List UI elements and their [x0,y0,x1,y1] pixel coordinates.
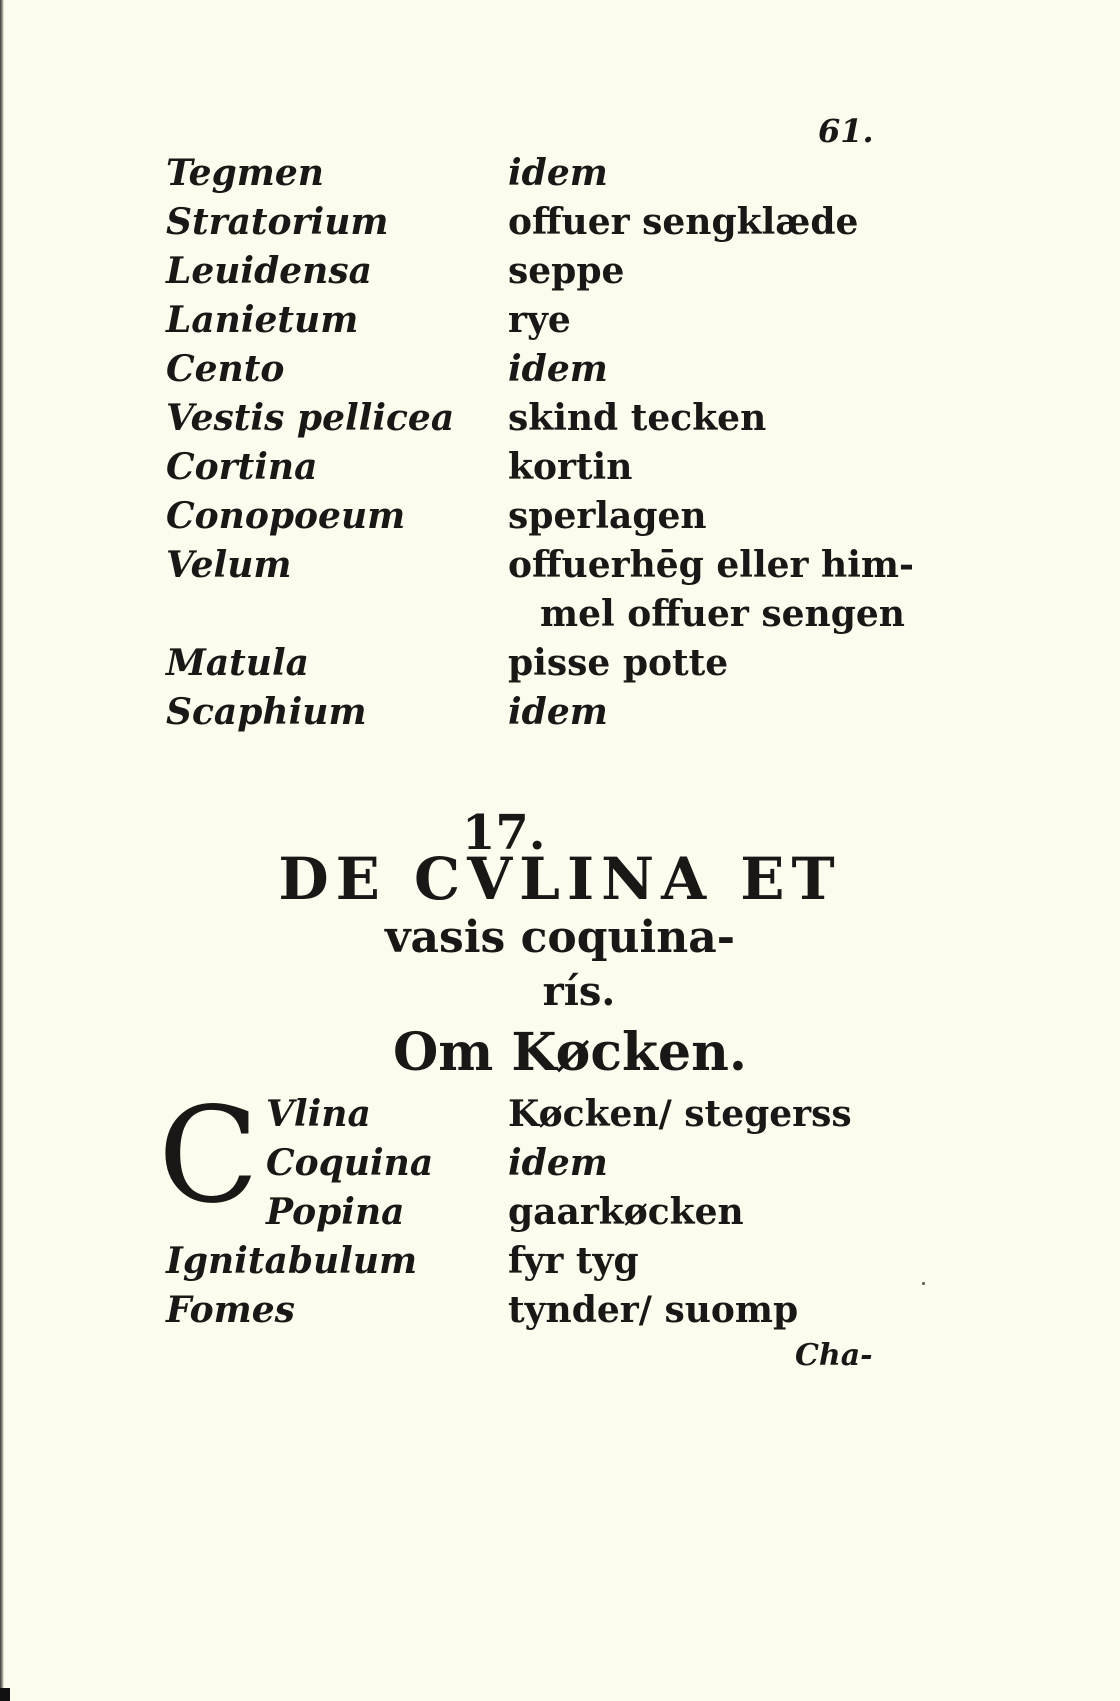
vernacular-translation: mel offuer sengen [540,593,905,635]
glossary-row [0,152,1120,201]
glossary-row [0,397,1120,446]
latin-term: Stratorium [166,201,389,243]
glossary-row [0,544,1120,593]
latin-term: Lanietum [166,299,359,341]
chapter-number: 17. [462,805,546,861]
vernacular-translation: rye [508,299,571,341]
vernacular-translation: offuerhēg eller him- [508,544,914,586]
latin-term: Conopoeum [166,495,406,537]
latin-term: Matula [166,642,309,684]
glossary-row [0,1142,1120,1191]
glossary-row [0,691,1120,740]
vernacular-translation: gaarkøcken [508,1191,744,1233]
vernacular-translation: sperlagen [508,495,707,537]
glossary-row [0,593,1120,642]
latin-term: Vlina [266,1093,371,1135]
chapter-title: DE CVLINA ET [278,845,842,913]
vernacular-translation: idem [508,691,608,733]
latin-term: Tegmen [166,152,324,194]
scan-mark [0,1688,10,1701]
glossary-row [0,495,1120,544]
latin-term: Cortina [166,446,318,488]
latin-term: Leuidensa [166,250,372,292]
latin-term: Popina [266,1191,405,1233]
vernacular-translation: idem [508,152,608,194]
glossary-row [0,201,1120,250]
chapter-subtitle-line2: rís. [542,968,616,1015]
vernacular-translation: tynder/ suomp [508,1289,799,1331]
latin-term: Fomes [166,1289,295,1331]
vernacular-translation: offuer sengklæde [508,201,859,243]
chapter-vernacular-title: Om Køcken. [392,1022,748,1083]
glossary-row [0,1289,1120,1338]
vernacular-translation: idem [508,1142,608,1184]
glossary-row [0,1240,1120,1289]
drop-cap: C [158,1079,259,1233]
vernacular-translation: seppe [508,250,625,292]
vernacular-translation: fyr tyg [508,1240,639,1282]
vernacular-translation: Køcken/ stegerss [508,1093,852,1135]
glossary-row [0,1191,1120,1240]
latin-term: Velum [166,544,292,586]
catchword: Cha- [795,1338,873,1373]
vernacular-translation: idem [508,348,608,390]
glossary-row [0,1093,1120,1142]
latin-term: Ignitabulum [166,1240,418,1282]
glossary-row [0,446,1120,495]
latin-term: Vestis pellicea [166,397,455,439]
vernacular-translation: kortin [508,446,633,488]
latin-term: Cento [166,348,285,390]
glossary-row [0,299,1120,348]
latin-term: Coquina [266,1142,434,1184]
glossary-bottom [0,1093,1120,1338]
latin-term: Scaphium [166,691,367,733]
vernacular-translation: pisse potte [508,642,729,684]
vernacular-translation: skind tecken [508,397,767,439]
page-number: 61. [818,112,874,150]
glossary-row [0,348,1120,397]
glossary-row [0,642,1120,691]
glossary-top [0,152,1120,740]
chapter-subtitle-line1: vasis coquina- [384,912,736,963]
glossary-row [0,250,1120,299]
